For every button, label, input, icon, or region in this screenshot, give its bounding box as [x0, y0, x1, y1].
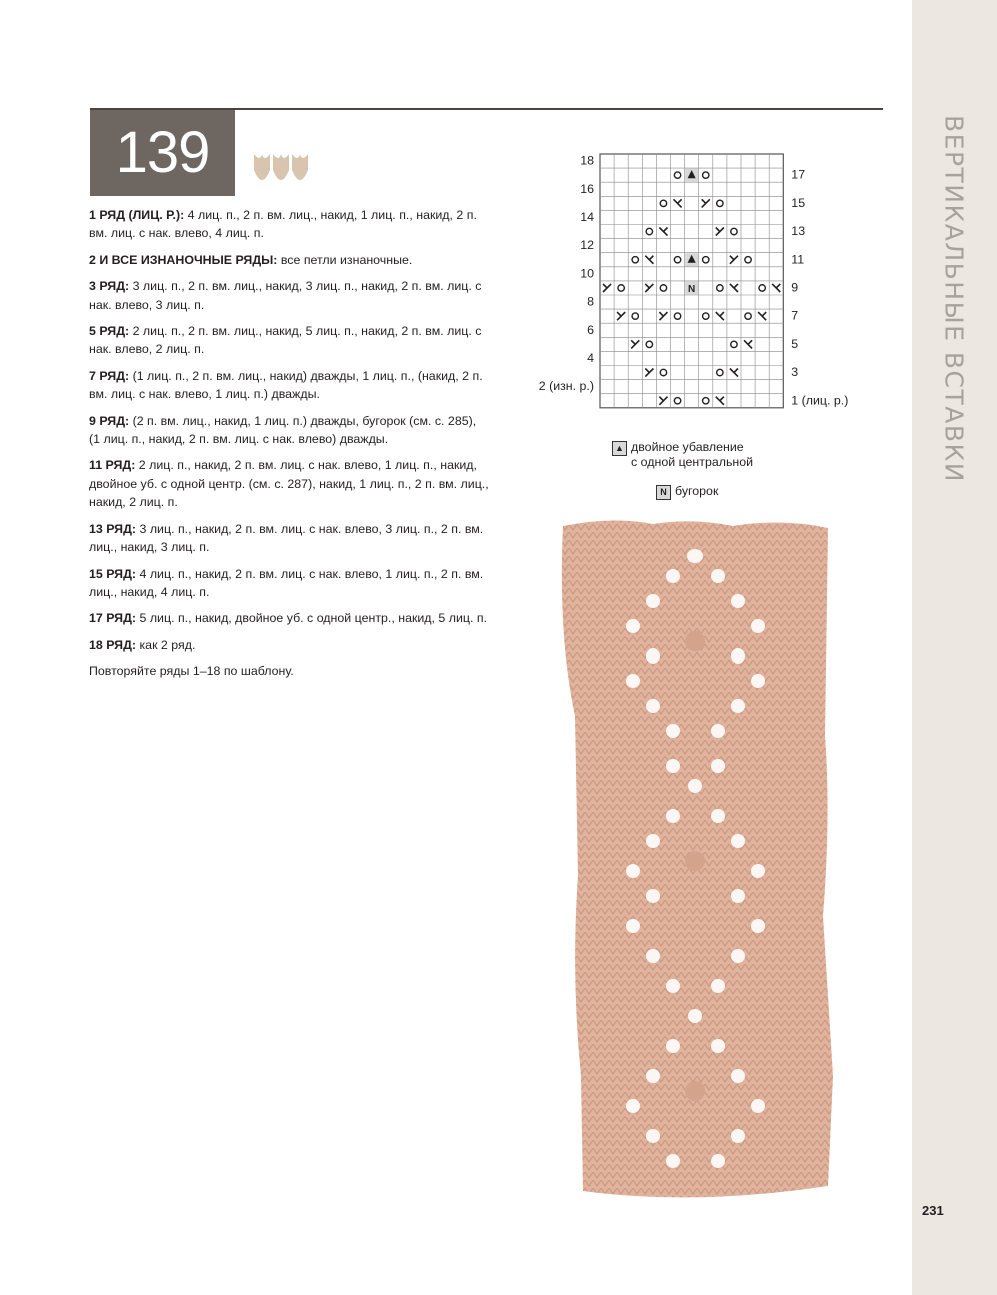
legend-cdd-line1: двойное убавление [631, 440, 744, 454]
chart-row-label: 10 [580, 266, 594, 281]
chart-symbol-cdd [685, 169, 698, 182]
chart-symbol-bobble [685, 281, 698, 295]
row-label: 1 РЯД (ЛИЦ. Р.): [89, 208, 185, 222]
knitting-chart [530, 148, 860, 418]
instruction-row [89, 565, 489, 602]
row-text: (1 лиц. п., 2 п. вм. лиц., накид) дважды, 1 лиц. п., (накид, 2 п. вм. лиц. с нак. влево, 1 лиц. п.) дважды. [89, 368, 483, 402]
page-number: 231 [922, 1203, 944, 1218]
chart-row-label: 11 [791, 252, 805, 267]
instruction-row [89, 206, 489, 243]
legend-item-bobble [656, 484, 753, 500]
row-label: 9 РЯД: [89, 413, 130, 428]
bobble-icon: N [656, 485, 671, 500]
instruction-row [89, 251, 489, 269]
instruction-row [89, 367, 489, 404]
row-text: 2 лиц. п., накид, 2 п. вм. лиц. с нак. влево, 1 лиц. п., накид, двойное уб. с одной центр. (см. с. 287), накид, 1 лиц. п., 2 п. вм. лиц., накид, 2 лиц. п. [89, 458, 489, 510]
row-label: 13 РЯД: [89, 521, 137, 536]
chart-row-label: 3 [791, 365, 799, 380]
row-label: 3 РЯД: [89, 279, 130, 294]
row-text: 3 лиц. п., 2 п. вм. лиц., накид, 3 лиц. п., накид, 2 п. вм. лиц. с нак. влево, 3 лиц. п. [89, 279, 482, 312]
section-title: ВЕРТИКАЛЬНЫЕ ВСТАВКИ [939, 115, 969, 483]
chart-row-label: 13 [791, 224, 806, 239]
chart-row-label: 18 [580, 153, 594, 168]
instruction-row [89, 520, 489, 557]
row-label: 18 РЯД: [89, 637, 137, 652]
chart-row-label: 8 [587, 294, 594, 309]
row-text: как 2 ряд. [136, 637, 196, 652]
legend-cdd-line2: с одной центральной [631, 455, 754, 469]
row-text: все петли изнаночные. [277, 252, 413, 267]
chart-row-label: 12 [580, 238, 594, 253]
row-label: 15 РЯД: [89, 566, 137, 581]
chart-row-label: 2 (изн. р.) [538, 379, 594, 394]
chart-row-label: 16 [580, 181, 594, 196]
instruction-row [89, 636, 489, 654]
chart-row-label: 9 [791, 280, 799, 295]
instruction-row [89, 322, 489, 359]
chart-row-label: 14 [580, 209, 594, 224]
instruction-row [89, 456, 489, 511]
chart-symbol-cdd [685, 253, 698, 266]
chart-row-label: 15 [791, 195, 806, 210]
chart-row-label: 7 [791, 308, 799, 323]
row-text: 4 лиц. п., накид, 2 п. вм. лиц. с нак. влево, 1 лиц. п., 2 п. вм. лиц., накид, 4 лиц. п. [89, 566, 484, 599]
chart-row-label: 6 [587, 322, 594, 337]
legend [612, 440, 753, 514]
chart-row-label: 4 [587, 350, 594, 365]
instruction-row [89, 662, 489, 680]
legend-item-cdd [612, 440, 753, 470]
row-text: 5 лиц. п., накид, двойное уб. с одной центр., накид, 5 лиц. п. [136, 611, 488, 626]
row-label: 5 РЯД: [89, 324, 130, 339]
row-label: 11 РЯД: [89, 458, 136, 473]
double-decrease-icon: ▲ [612, 441, 627, 456]
chart-row-label: 5 [791, 336, 799, 351]
instruction-row [89, 609, 489, 627]
row-label: 7 РЯД: [89, 368, 130, 383]
instructions [89, 206, 489, 689]
row-label: 2 И ВСЕ ИЗНАНОЧНЫЕ РЯДЫ: [89, 252, 278, 267]
instruction-row [89, 277, 489, 314]
svg-text:N: N [688, 283, 696, 295]
row-text: 2 лиц. п., 2 п. вм. лиц., накид, 5 лиц. п., накид, 2 п. вм. лиц. с нак. влево, 2 лиц. п. [89, 324, 482, 357]
row-text: 4 лиц. п., 2 п. вм. лиц., накид, 1 лиц. п., накид, 2 п. вм. лиц. с нак. влево, 4 лиц. п. [89, 208, 477, 241]
difficulty-icon [252, 152, 312, 190]
chart-row-label: 1 (лиц. р.) [791, 393, 849, 408]
row-text: (2 п. вм. лиц., накид, 1 лиц. п.) дважды, бугорок (см. с. 285), (1 лиц. п., накид, 2 п. вм. лиц. с нак. влево) дважды. [89, 413, 477, 447]
instruction-row [89, 412, 489, 449]
pattern-number: 139 [90, 110, 235, 196]
knitted-swatch-photo [553, 516, 838, 1201]
row-label: 17 РЯД: [89, 611, 137, 626]
row-text: 3 лиц. п., накид, 2 п. вм. лиц. с нак. влево, 3 лиц. п., 2 п. вм. лиц., накид, 3 лиц. п. [89, 521, 484, 555]
row-text: Повторяйте ряды 1–18 по шаблону. [89, 664, 294, 679]
chart-row-label: 17 [791, 167, 806, 182]
legend-bobble-label: бугорок [675, 484, 719, 498]
